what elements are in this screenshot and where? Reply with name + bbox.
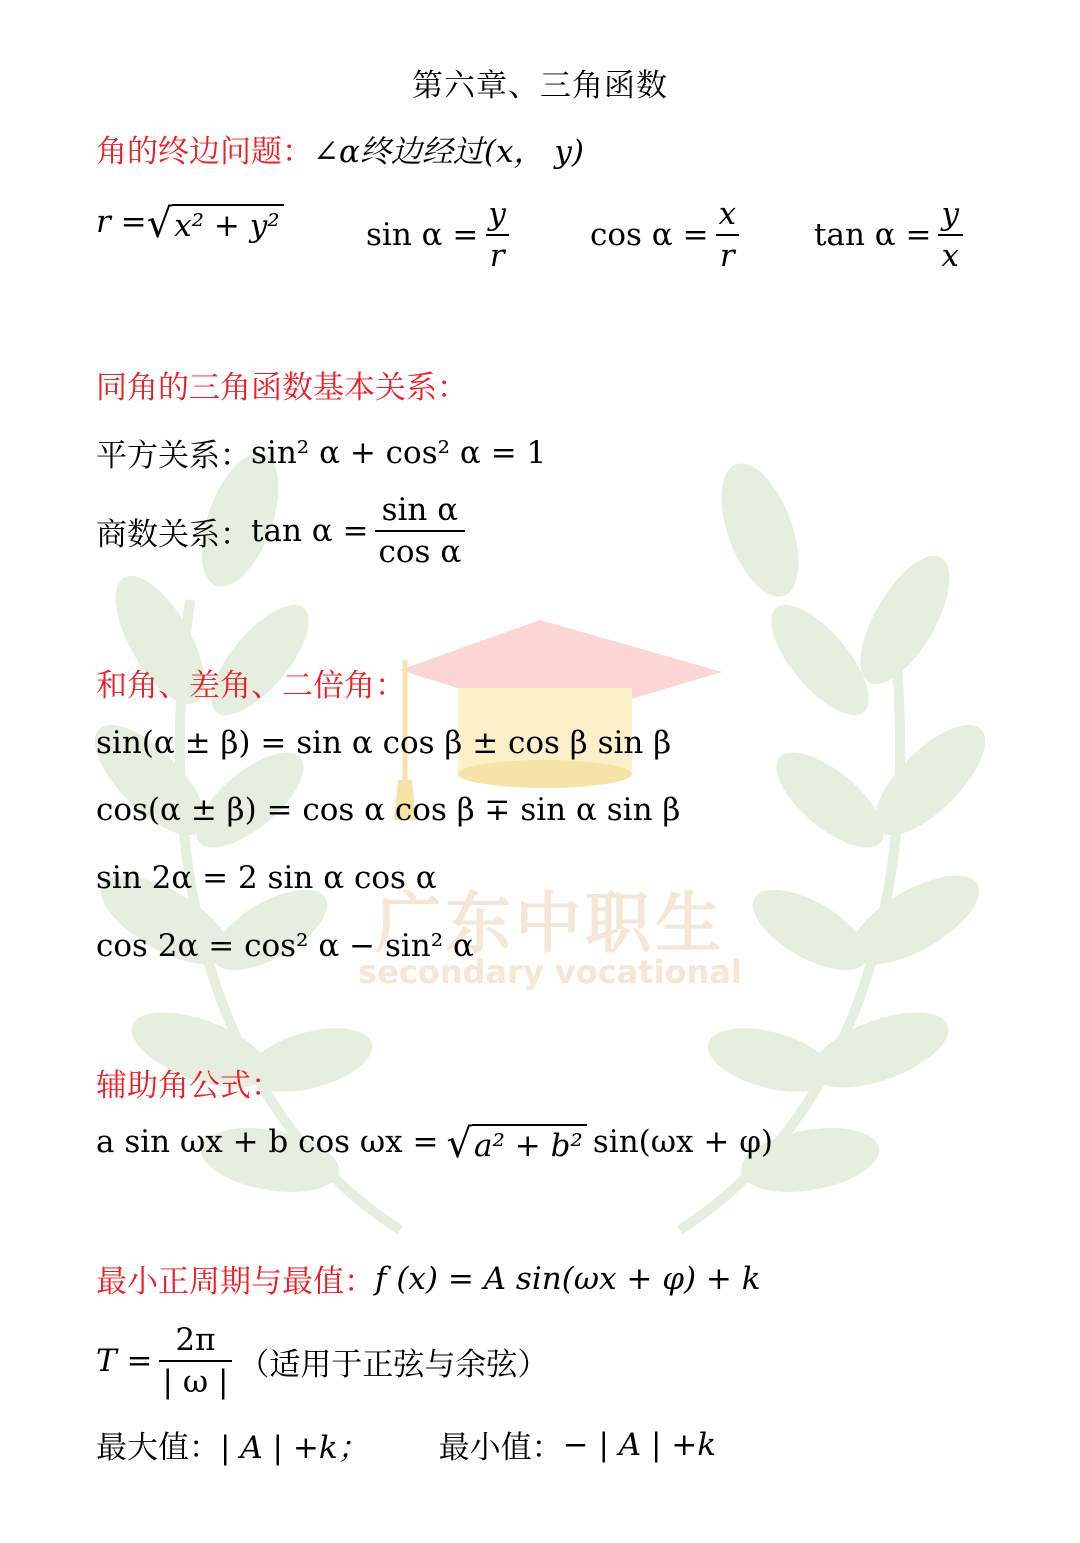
- fraction-denominator: cos α: [375, 530, 466, 570]
- period-note: （适用于正弦与余弦）: [238, 1346, 549, 1383]
- relation-label: 平方关系：: [96, 438, 251, 474]
- formula-lhs: cos α =: [590, 217, 709, 253]
- max-value: | A | +k；: [220, 1430, 369, 1466]
- formula-rhs: sin(ωx + φ): [592, 1124, 774, 1160]
- fraction-numerator: y: [941, 196, 960, 232]
- watermark-text: 广东中职生: [375, 885, 725, 962]
- sin-definition: [366, 196, 516, 274]
- min-label: 最小值：: [438, 1430, 563, 1466]
- tan-definition: [814, 196, 969, 274]
- section-heading: 和角、差角、二倍角：: [96, 668, 406, 704]
- formula: sin 2α = 2 sin α cos α: [96, 860, 437, 896]
- section-terminal-side: [96, 126, 584, 171]
- quotient-relation: [96, 492, 471, 570]
- fraction-denominator: | ω |: [159, 1360, 233, 1400]
- square-relation: [96, 430, 546, 475]
- formula-lhs: T =: [96, 1343, 153, 1379]
- max-label: 最大值：: [96, 1430, 220, 1466]
- cos-definition: [590, 196, 746, 274]
- period-formula: [96, 1322, 548, 1400]
- fraction-denominator: x: [938, 234, 963, 274]
- function-formula: f (x) = A sin(ωx + φ) + k: [375, 1260, 761, 1297]
- min-value: − | A | +k: [562, 1426, 717, 1463]
- sqrt-expression: √ a² + b²: [447, 1120, 587, 1164]
- fraction-numerator: sin α: [381, 492, 459, 528]
- extreme-values: [96, 1422, 716, 1467]
- section-heading: 角的终边问题：: [96, 134, 313, 170]
- relation-label: 商数关系：: [96, 516, 251, 553]
- fraction-denominator: r: [486, 234, 509, 274]
- fraction-numerator: x: [718, 196, 737, 232]
- formula: sin² α + cos² α = 1: [251, 434, 547, 471]
- fraction-numerator: 2π: [175, 1322, 216, 1358]
- sqrt-expression: √ x² + y²: [147, 200, 284, 244]
- formula: cos(α ± β) = cos α cos β ∓ sin α sin β: [96, 792, 681, 828]
- watermark-subtext: secondary vocational: [358, 953, 742, 991]
- formula-lhs: r =: [96, 204, 147, 240]
- r-formula: [96, 200, 284, 247]
- radicand: x² + y²: [172, 204, 284, 244]
- fraction-numerator: y: [488, 196, 506, 232]
- page-title: 第六章、三角函数: [412, 68, 668, 104]
- formula-lhs: tan α =: [251, 513, 369, 549]
- auxiliary-angle-formula: [96, 1120, 774, 1167]
- section-heading: 最小正周期与最值：: [96, 1264, 375, 1300]
- formula-lhs: sin α =: [366, 217, 479, 253]
- section-period: [96, 1256, 761, 1301]
- formula-lhs: tan α =: [814, 217, 932, 253]
- formula: cos 2α = cos² α − sin² α: [96, 928, 474, 964]
- terminal-side-desc: ∠α终边经过(x， y): [313, 134, 584, 170]
- section-heading: 同角的三角函数基本关系：: [96, 370, 468, 406]
- formula-lhs: a sin ωx + b cos ωx =: [96, 1124, 439, 1160]
- fraction-denominator: r: [716, 234, 739, 274]
- formula: sin(α ± β) = sin α cos β ± cos β sin β: [96, 725, 672, 761]
- radicand: a² + b²: [472, 1124, 587, 1164]
- section-heading: 辅助角公式：: [96, 1068, 282, 1104]
